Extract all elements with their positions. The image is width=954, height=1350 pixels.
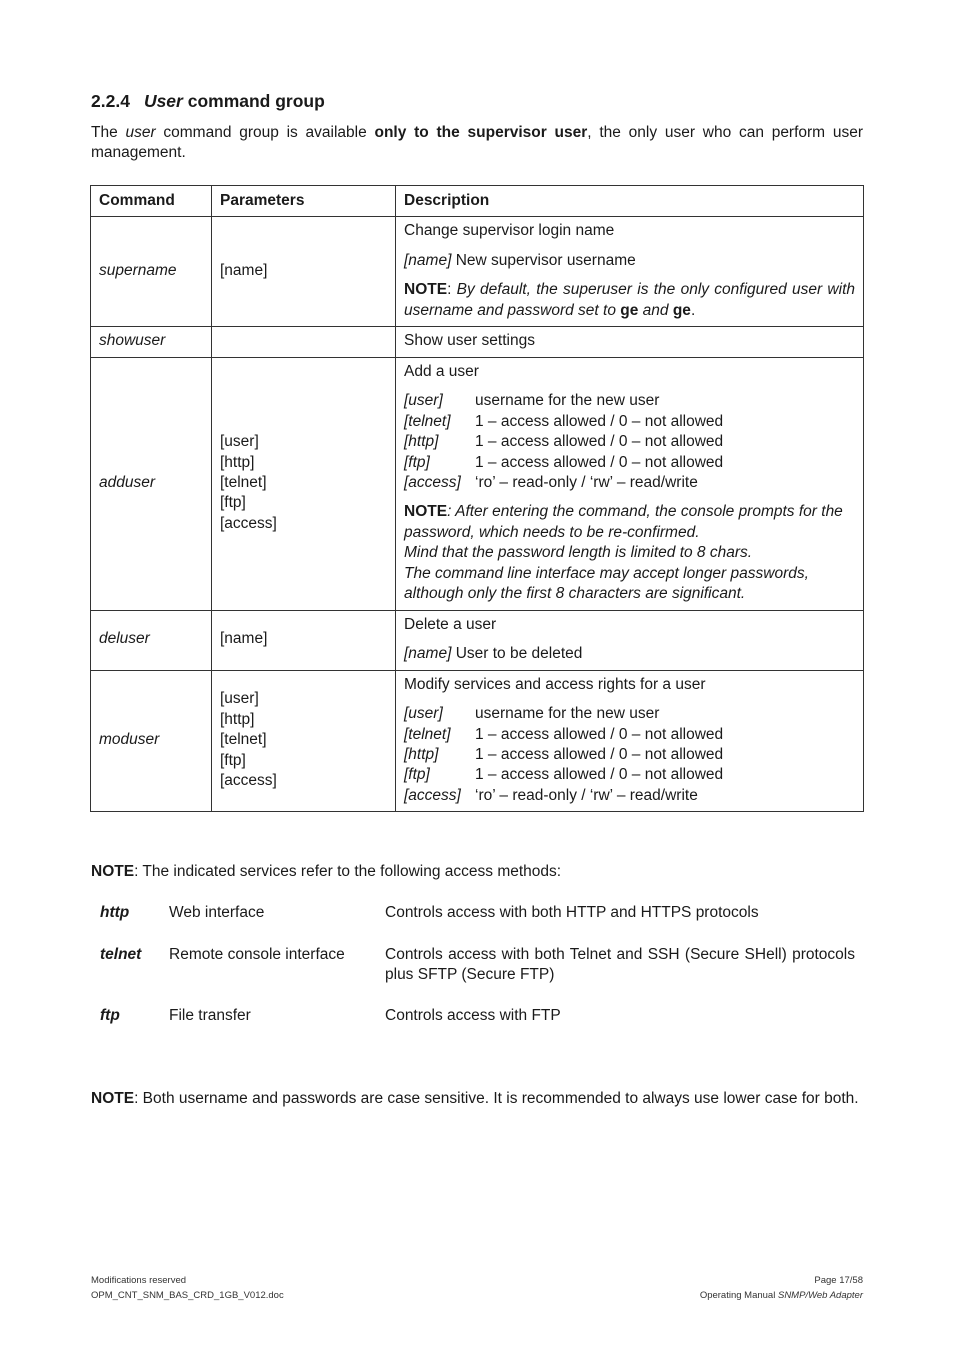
intro-text: command group is available xyxy=(155,124,375,141)
description-cell xyxy=(396,327,864,357)
description-cell xyxy=(396,357,864,610)
parameter: [http] xyxy=(220,453,255,471)
intro-user-term: user xyxy=(125,124,156,141)
footer-doc-title xyxy=(700,1290,863,1301)
param-description xyxy=(404,251,855,271)
table-row-deluser xyxy=(91,610,864,670)
service-key: ftp xyxy=(100,1007,120,1024)
footer-text: SNMP/Web Adapter xyxy=(777,1290,863,1302)
note-label: NOTE xyxy=(404,281,448,299)
param-name: [ftp] xyxy=(404,766,430,784)
note-value: ge xyxy=(672,301,691,319)
table-header-row xyxy=(91,186,864,217)
parameter: [telnet] xyxy=(220,731,267,749)
column-header-parameters: Parameters xyxy=(212,186,396,217)
description-line: Add a user xyxy=(404,362,479,380)
intro-text: The xyxy=(91,124,126,141)
description-cell xyxy=(396,217,864,327)
note-text: and xyxy=(638,301,673,319)
description-line: Change supervisor login name xyxy=(404,222,615,240)
description-line: Show user settings xyxy=(404,332,535,350)
service-key: http xyxy=(100,904,130,921)
description-line: Modify services and access rights for a user xyxy=(404,675,706,693)
command-name: deluser xyxy=(99,630,150,648)
parameters: [name] xyxy=(220,630,268,648)
case-sensitivity-note xyxy=(91,1089,863,1109)
footer-text: Operating Manual xyxy=(699,1290,778,1302)
description-note xyxy=(404,502,855,604)
service-description: Controls access with both Telnet and SSH (Secure SHell) protocols plus SFTP (Secure FTP) xyxy=(385,946,855,984)
parameter-list xyxy=(404,704,855,806)
parameters xyxy=(212,357,396,610)
parameters: [name] xyxy=(220,262,268,280)
table-row-moduser xyxy=(91,670,864,812)
section-title-italic: User xyxy=(143,91,183,111)
description-cell xyxy=(396,670,864,812)
intro-emphasis: only to the supervisor user xyxy=(374,124,588,141)
param-name: [user] xyxy=(404,705,443,723)
table-row-adduser xyxy=(91,357,864,610)
intro-text: , the only user who can perform user management. xyxy=(91,124,864,162)
param-text: 1 – access allowed / 0 – not allowed xyxy=(475,453,724,471)
parameter: [access] xyxy=(220,514,277,532)
section-title-rest: command group xyxy=(182,91,325,111)
service-key: telnet xyxy=(100,946,142,963)
note-text: . xyxy=(690,301,696,319)
note-label: NOTE xyxy=(404,503,448,521)
parameter: [user] xyxy=(220,433,259,451)
parameter: [ftp] xyxy=(220,751,246,769)
note-text: : xyxy=(447,281,457,299)
param-name: [telnet] xyxy=(404,412,451,430)
param-text: 1 – access allowed / 0 – not allowed xyxy=(475,766,724,784)
service-name: File transfer xyxy=(169,1007,251,1024)
parameter: [ftp] xyxy=(220,494,246,512)
note-text: : The indicated services refer to the following access methods: xyxy=(134,863,562,880)
param-text: username for the new user xyxy=(475,705,660,723)
service-description: Controls access with FTP xyxy=(385,1007,561,1024)
note-value: ge xyxy=(620,301,639,319)
service-name: Web interface xyxy=(169,904,265,921)
note-text: : After entering the command, the console prompts for the password, which needs to be re-confirmed. xyxy=(404,503,843,541)
command-name: supername xyxy=(99,262,177,280)
parameter: [access] xyxy=(220,772,277,790)
param-name: [access] xyxy=(404,786,461,804)
param-name: [http] xyxy=(404,745,439,763)
note-text: Mind that the password length is limited to 8 chars. xyxy=(404,544,753,562)
service-description: Controls access with both HTTP and HTTPS protocols xyxy=(385,904,759,921)
user-command-table xyxy=(90,185,864,812)
parameter: [user] xyxy=(220,690,259,708)
page-number: Page 17/58 xyxy=(814,1275,863,1286)
section-number: 2.2.4 xyxy=(91,91,130,111)
description-line: Delete a user xyxy=(404,615,497,633)
footer-text: Modifications reserved xyxy=(91,1275,187,1286)
note-text: : Both username and passwords are case sensitive. It is recommended to always use lower case for both. xyxy=(134,1090,859,1107)
param-name: [access] xyxy=(404,473,461,491)
table-row-showuser xyxy=(91,327,864,357)
param-text: 1 – access allowed / 0 – not allowed xyxy=(475,725,724,743)
parameter-list xyxy=(404,391,855,493)
parameters xyxy=(212,670,396,812)
column-header-command: Command xyxy=(91,186,212,217)
param-name: [ftp] xyxy=(404,453,430,471)
footer-right xyxy=(700,1275,863,1302)
intro-paragraph xyxy=(91,123,863,164)
param-name: [name] xyxy=(404,645,452,663)
param-description xyxy=(404,644,855,664)
section-heading xyxy=(91,90,325,113)
service-name: Remote console interface xyxy=(169,946,345,963)
note-text: The command line interface may accept longer passwords, although only the first 8 characters are significant. xyxy=(404,564,809,603)
footer-doc-id: OPM_CNT_SNM_BAS_CRD_1GB_V012.doc xyxy=(91,1290,284,1302)
param-text: ‘ro’ – read-only / ‘rw’ – read/write xyxy=(475,786,698,804)
note-label: NOTE xyxy=(91,863,135,880)
services-note xyxy=(91,862,561,882)
command-name: moduser xyxy=(99,731,160,749)
param-text: 1 – access allowed / 0 – not allowed xyxy=(475,433,724,451)
param-text: New supervisor username xyxy=(451,251,636,269)
footer-left xyxy=(91,1275,284,1302)
note-text: By default, the superuser is the only configured user with username and password set to xyxy=(404,281,855,319)
param-text: username for the new user xyxy=(475,392,660,410)
command-name: adduser xyxy=(99,473,156,491)
param-name: [user] xyxy=(404,392,443,410)
param-text: 1 – access allowed / 0 – not allowed xyxy=(475,412,724,430)
description-cell xyxy=(396,610,864,670)
param-text: User to be deleted xyxy=(451,645,583,663)
command-name: showuser xyxy=(99,332,166,350)
param-name: [telnet] xyxy=(404,725,451,743)
table-row-supername xyxy=(91,217,864,327)
param-text: 1 – access allowed / 0 – not allowed xyxy=(475,745,724,763)
param-text: ‘ro’ – read-only / ‘rw’ – read/write xyxy=(475,473,698,491)
parameter: [telnet] xyxy=(220,473,267,491)
param-name: [name] xyxy=(404,251,452,269)
param-name: [http] xyxy=(404,433,439,451)
note-label: NOTE xyxy=(91,1090,135,1107)
column-header-description: Description xyxy=(396,186,864,217)
parameter: [http] xyxy=(220,710,255,728)
description-note xyxy=(404,280,855,321)
